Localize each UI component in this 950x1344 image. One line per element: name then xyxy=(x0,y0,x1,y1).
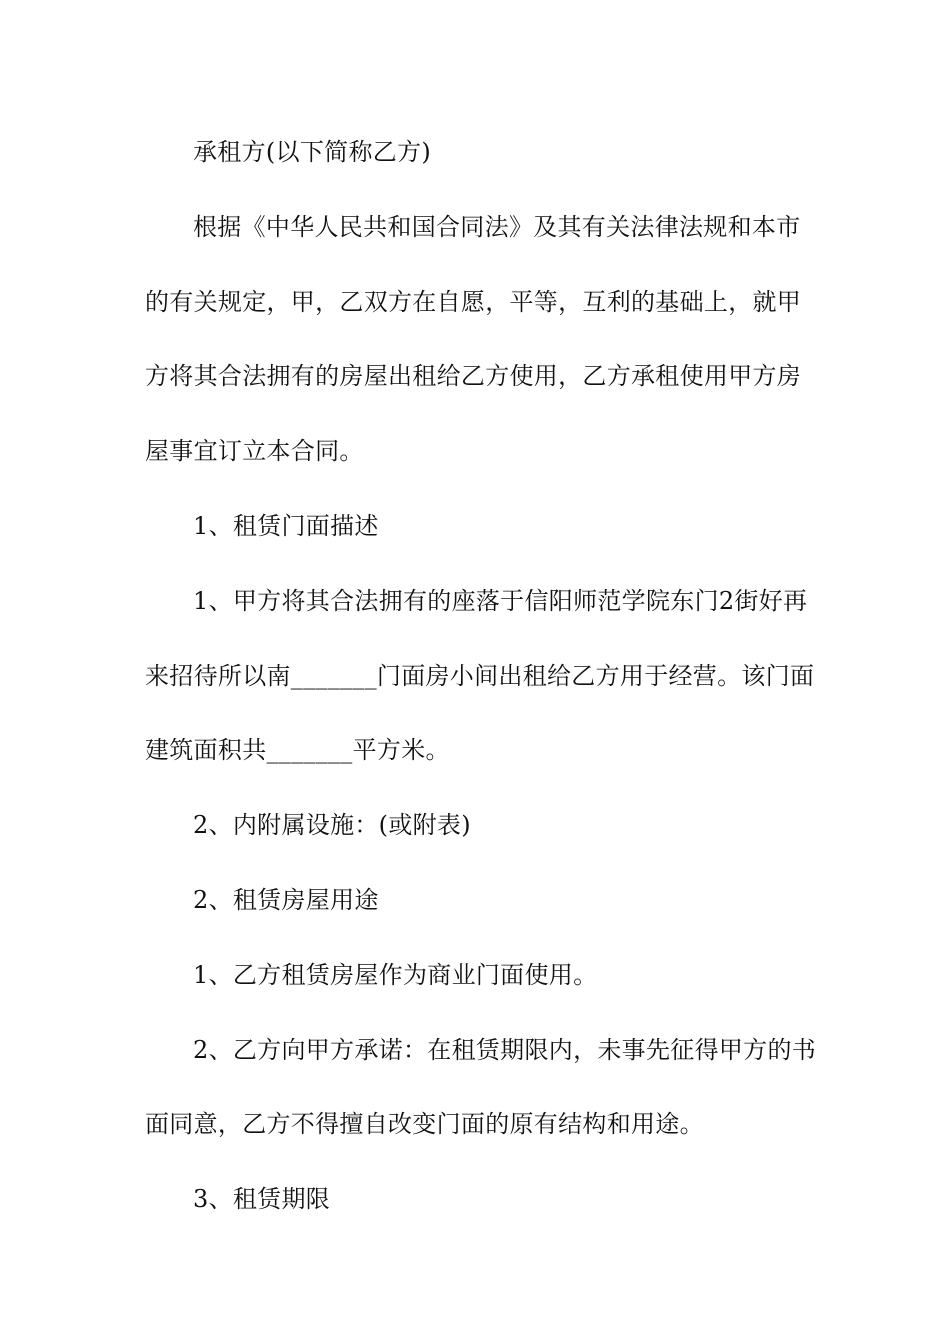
clause-commercial-use: 1、乙方租赁房屋作为商业门面使用。 xyxy=(193,960,598,989)
clause-location-line-2: 来招待所以南_______门面房小间出租给乙方用于经营。该门面 xyxy=(145,661,815,690)
paragraph-legal-basis-line-1: 根据《中华人民共和国合同法》及其有关法律法规和本市 xyxy=(193,212,801,241)
clause-tenant-promise-line-1: 2、乙方向甲方承诺：在租赁期限内，未事先征得甲方的书 xyxy=(193,1035,817,1064)
paragraph-legal-basis-line-3: 方将其合法拥有的房屋出租给乙方使用，乙方承租使用甲方房 xyxy=(145,362,802,391)
section-heading-storefront-description: 1、租赁门面描述 xyxy=(193,511,379,540)
paragraph-tenant-definition: 承租方(以下简称乙方) xyxy=(193,138,432,166)
clause-location-line-3: 建筑面积共_______平方米。 xyxy=(145,736,450,765)
paragraph-legal-basis-line-2: 的有关规定，甲，乙双方在自愿，平等，互利的基础上，就甲 xyxy=(145,287,802,316)
clause-location-line-1: 1、甲方将其合法拥有的座落于信阳师范学院东门2街好再 xyxy=(193,586,808,615)
contract-body xyxy=(145,122,817,1244)
section-heading-usage: 2、租赁房屋用途 xyxy=(193,885,379,914)
clause-facilities: 2、内附属设施：(或附表) xyxy=(193,811,471,840)
clause-tenant-promise-line-2: 面同意，乙方不得擅自改变门面的原有结构和用途。 xyxy=(145,1110,704,1139)
section-heading-lease-term: 3、租赁期限 xyxy=(193,1185,331,1214)
paragraph-legal-basis-line-4: 屋事宜订立本合同。 xyxy=(145,437,364,466)
